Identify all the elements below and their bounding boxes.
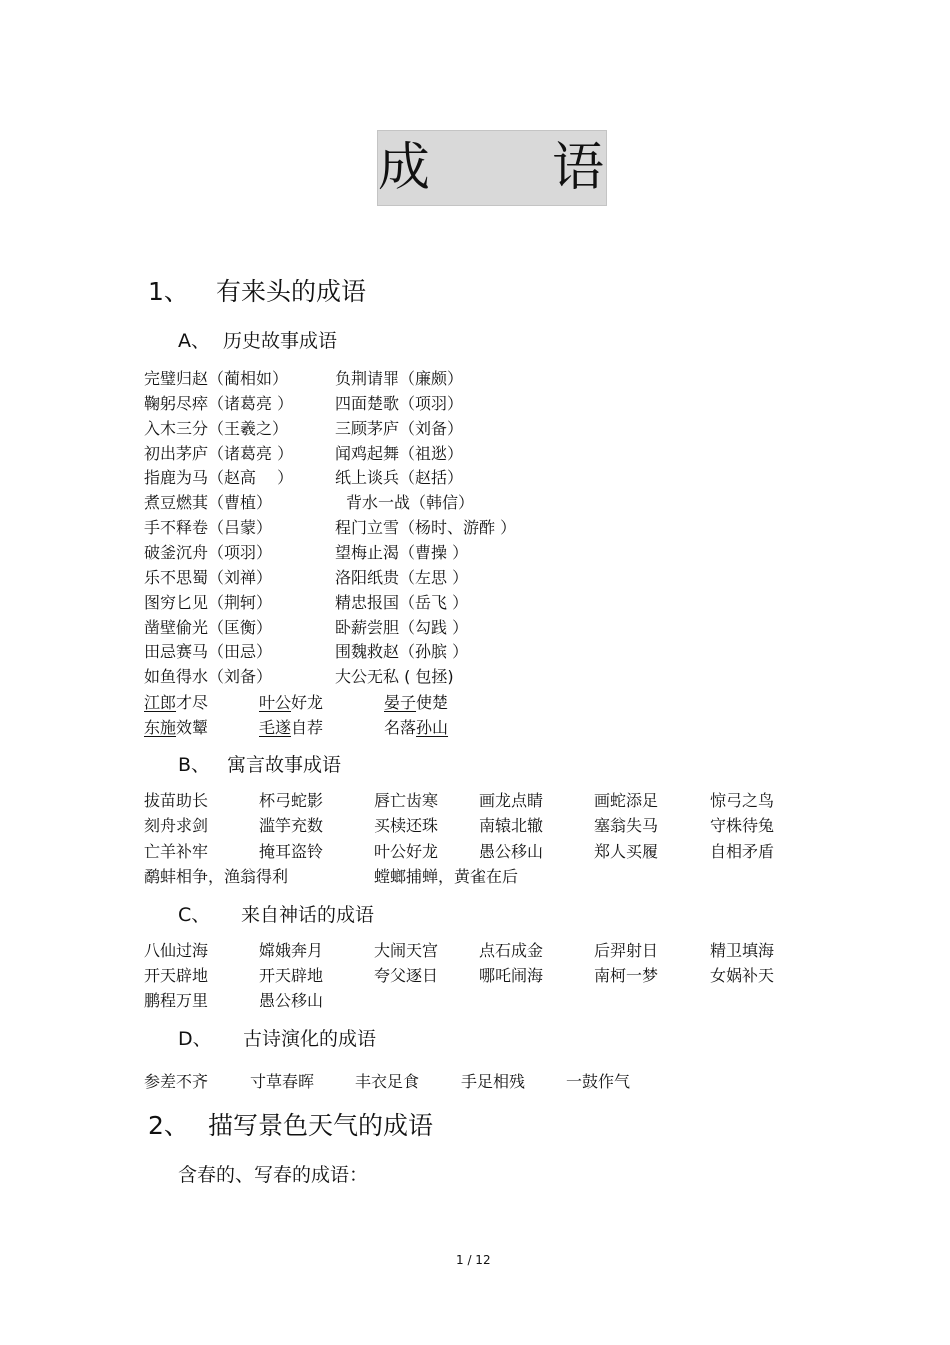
- myth-idiom-item: 哪吒闹海: [479, 966, 544, 985]
- history-idiom-item: 田忌赛马（田忌）: [144, 642, 273, 662]
- underlined-name: 江郎: [144, 693, 177, 712]
- history-idiom-item: 破釜沉舟（项羽）: [144, 542, 273, 562]
- poem-idiom-item: 参差不齐: [144, 1072, 209, 1091]
- section-2-number: 2、: [148, 1111, 189, 1140]
- history-idiom-item: 煮豆燃萁（曹植）: [144, 493, 273, 513]
- subsection-d-number: D、: [178, 1028, 212, 1050]
- myth-idiom-item: 大闹天宫: [374, 941, 439, 960]
- page-title-char-2: 语: [552, 138, 605, 198]
- subsection-c-title: 来自神话的成语: [241, 904, 375, 926]
- underlined-name: 晏子: [384, 693, 417, 712]
- myth-idiom-item: 女娲补天: [710, 966, 775, 985]
- myth-idiom-item: 点石成金: [479, 941, 544, 960]
- subsection-a-title: 历史故事成语: [223, 330, 338, 352]
- subsection-b-title: 寓言故事成语: [227, 754, 342, 776]
- poem-idiom-item: 手足相残: [461, 1072, 526, 1091]
- poem-idiom-item: 寸草春晖: [250, 1072, 315, 1091]
- fable-idiom-item: 掩耳盗铃: [259, 841, 324, 861]
- history-idiom-item: 四面楚歌（项羽）: [335, 393, 464, 413]
- fable-last-1: 鹬蚌相争，渔翁得利: [144, 867, 289, 886]
- myth-idiom-item: 精卫填海: [710, 941, 775, 960]
- history-idiom-item: 三顾茅庐（刘备）: [335, 418, 464, 438]
- section-1-title: 有来头的成语: [216, 277, 367, 306]
- fable-idiom-item: 塞翁失马: [594, 816, 659, 836]
- poem-idiom-item: 一鼓作气: [566, 1072, 631, 1091]
- fable-idiom-item: 叶公好龙: [374, 841, 439, 861]
- section-1-number: 1、: [148, 277, 189, 306]
- myth-idiom-item: 鹏程万里: [144, 991, 209, 1010]
- history-idiom-item: 围魏救赵（孙膑 ）: [335, 642, 469, 662]
- page-title-char-1: 成: [378, 138, 431, 198]
- subsection-c-number: C、: [178, 904, 211, 926]
- fable-idiom-item: 画龙点睛: [479, 791, 544, 810]
- fable-idiom-item: 愚公移山: [479, 841, 544, 861]
- myth-idiom-item: 夸父逐日: [374, 966, 439, 985]
- myth-idiom-item: 愚公移山: [259, 991, 324, 1010]
- fable-idiom-item: 守株待兔: [710, 816, 775, 836]
- subsection-b-number: B、: [178, 754, 211, 776]
- myth-idiom-item: 后羿射日: [594, 941, 659, 960]
- fable-idiom-item: 南辕北辙: [479, 816, 544, 836]
- myth-idiom-item: 开天辟地: [144, 966, 209, 985]
- history-idiom-item: 初出茅庐（诸葛亮 ）: [144, 443, 294, 463]
- history-idiom-item: 入木三分（王羲之）: [144, 418, 289, 438]
- myth-idiom-item: 八仙过海: [144, 941, 209, 960]
- history-idiom-item: 如鱼得水（刘备）: [144, 667, 273, 687]
- history-idiom-item: 负荆请罪（廉颇）: [335, 369, 464, 388]
- history-idiom-item: 凿壁偷光（匡衡）: [144, 617, 273, 637]
- history-idiom-item: 程门立雪（杨时、游酢 ）: [335, 518, 517, 538]
- history-idiom-item: 乐不思蜀（刘禅）: [144, 567, 273, 587]
- fable-idiom-item: 刻舟求剑: [144, 816, 209, 836]
- history-idiom-item: 完璧归赵（蔺相如）: [144, 369, 289, 388]
- idiom-rest: 才尽: [176, 693, 209, 712]
- underlined-name: 孙山: [416, 718, 449, 737]
- underlined-name: 叶公: [259, 693, 292, 712]
- fable-idiom-item: 滥竽充数: [259, 816, 324, 836]
- fable-idiom-item: 唇亡齿寒: [374, 791, 439, 810]
- history-idiom-item: 鞠躬尽瘁（诸葛亮 ）: [144, 393, 294, 413]
- myth-idiom-item: 嫦娥奔月: [259, 941, 324, 960]
- history-extra-row-1: [144, 693, 448, 713]
- history-idiom-item: 纸上谈兵（赵括）: [335, 468, 464, 488]
- underlined-name: 东施: [144, 718, 177, 737]
- history-idiom-item: 闻鸡起舞（祖逖）: [335, 443, 464, 463]
- fable-last-2: 螳螂捕蝉，黄雀在后: [374, 867, 519, 886]
- poem-idiom-item: 丰衣足食: [355, 1072, 420, 1091]
- subsection-d-title: 古诗演化的成语: [243, 1028, 377, 1050]
- fable-idiom-item: 拔苗助长: [144, 791, 209, 810]
- fable-idiom-item: 郑人买履: [594, 841, 659, 861]
- history-idiom-item: 洛阳纸贵（左思 ）: [335, 567, 469, 587]
- idiom-rest: 名落: [384, 718, 417, 737]
- fable-idiom-item: 自相矛盾: [710, 841, 775, 861]
- fable-idiom-item: 惊弓之鸟: [710, 791, 775, 810]
- fable-idiom-item: 杯弓蛇影: [259, 791, 324, 810]
- history-idiom-item: 手不释卷（吕蒙）: [144, 518, 273, 538]
- idiom-rest: 效颦: [176, 718, 209, 737]
- idiom-rest: 自荐: [291, 718, 324, 737]
- history-idiom-item: 指鹿为马（赵高 ）: [144, 468, 294, 488]
- fable-idiom-item: 亡羊补牢: [144, 841, 209, 861]
- idiom-rest: 好龙: [291, 693, 324, 712]
- underlined-name: 毛遂: [259, 718, 292, 737]
- section-2-subtitle: 含春的、写春的成语：: [178, 1164, 369, 1186]
- page-number: 1 / 12: [456, 1253, 491, 1267]
- history-idiom-item: 图穷匕见（荆轲）: [144, 592, 273, 612]
- subsection-a-number: A、: [178, 330, 210, 352]
- history-idiom-item: 望梅止渴（曹操 ）: [335, 542, 469, 562]
- history-idiom-item: 大公无私 ( 包拯): [335, 667, 454, 687]
- section-2-title: 描写景色天气的成语: [208, 1111, 434, 1140]
- fable-idiom-item: 画蛇添足: [594, 791, 659, 810]
- fable-idiom-item: 买椟还珠: [374, 816, 439, 836]
- history-extra-row-2: [144, 718, 448, 738]
- history-idiom-item: 卧薪尝胆（勾践 ）: [335, 617, 469, 637]
- history-idiom-item: 背水一战（韩信）: [346, 493, 475, 513]
- idiom-rest: 使楚: [416, 693, 449, 712]
- myth-idiom-item: 开天辟地: [259, 966, 324, 985]
- myth-idiom-item: 南柯一梦: [594, 966, 659, 985]
- history-idiom-item: 精忠报国（岳飞 ）: [335, 592, 469, 612]
